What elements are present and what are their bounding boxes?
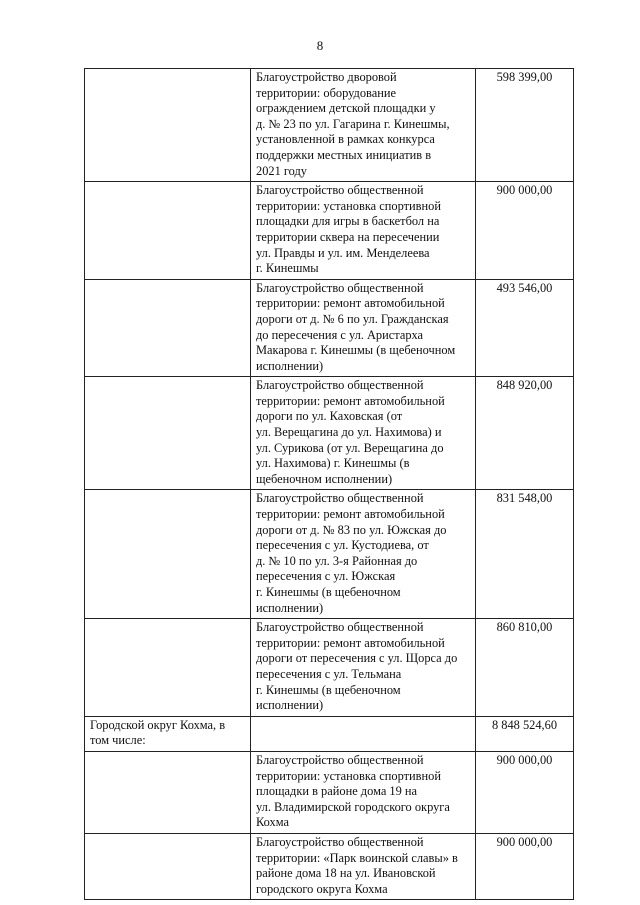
description-line: Кохма (256, 815, 289, 830)
table-row (85, 377, 574, 490)
territory-cell (85, 751, 251, 833)
description-cell (251, 833, 476, 899)
amount-cell: 831 548,00 (476, 490, 574, 619)
description-line: исполнении) (256, 358, 324, 373)
description-line: Благоустройство общественной (256, 752, 424, 767)
description-line: Благоустройство общественной (256, 620, 424, 635)
description-line: Благоустройство общественной (256, 491, 424, 506)
description-line: дороги от пересечения с ул. Щорса до (256, 651, 458, 666)
description-cell (251, 377, 476, 490)
description-line: исполнении) (256, 698, 324, 713)
page-number: 8 (316, 38, 324, 53)
funding-table (84, 68, 574, 900)
table-row (85, 716, 574, 751)
description-line: дороги от д. № 83 по ул. Южская до (256, 522, 447, 537)
amount-cell: 848 920,00 (476, 377, 574, 490)
description-line: поддержки местных инициатив в (256, 147, 432, 162)
amount-cell: 598 399,00 (476, 69, 574, 182)
description-line: территории сквера на пересечении (256, 229, 440, 244)
table-row (85, 833, 574, 899)
description-line: Благоустройство общественной (256, 834, 424, 849)
description-line: площадки для игры в баскетбол на (256, 214, 440, 229)
amount-cell: 900 000,00 (476, 833, 574, 899)
description-line: установленной в рамках конкурса (256, 132, 435, 147)
description-line: исполнении) (256, 600, 324, 615)
description-line: территории: ремонт автомобильной (256, 296, 445, 311)
description-line: Благоустройство общественной (256, 280, 424, 295)
description-line: пересечения с ул. Кустодиева, от (256, 538, 429, 553)
territory-cell (85, 619, 251, 717)
table-row (85, 69, 574, 182)
territory-cell (85, 490, 251, 619)
table-row (85, 619, 574, 717)
territory-cell (85, 377, 251, 490)
amount-cell: 900 000,00 (476, 751, 574, 833)
territory-cell (85, 279, 251, 377)
description-line: территории: установка спортивной (256, 198, 441, 213)
description-line: ул. Сурикова (от ул. Верещагина до (256, 440, 444, 455)
description-line: щебеночном исполнении) (256, 471, 393, 486)
territory-cell (85, 833, 251, 899)
description-line: ул. Верещагина до ул. Нахимова) и (256, 425, 442, 440)
description-line: площадки в районе дома 19 на (256, 784, 418, 799)
description-line: 2021 году (256, 163, 307, 178)
description-cell (251, 69, 476, 182)
description-line: д. № 23 по ул. Гагарина г. Кинешмы, (256, 116, 450, 131)
description-line: ограждением детской площадки у (256, 101, 436, 116)
description-line: территории: установка спортивной (256, 768, 441, 783)
territory-line: том числе: (90, 733, 146, 748)
amount-cell: 860 810,00 (476, 619, 574, 717)
description-line: д. № 10 по ул. 3-я Районная до (256, 553, 418, 568)
table-row (85, 279, 574, 377)
description-line: пересечения с ул. Южская (256, 569, 396, 584)
description-line: территории: ремонт автомобильной (256, 635, 445, 650)
description-cell (251, 182, 476, 280)
description-line: городского округа Кохма (256, 881, 388, 896)
amount-cell: 493 546,00 (476, 279, 574, 377)
description-line: дороги по ул. Каховская (от (256, 409, 403, 424)
description-line: территории: ремонт автомобильной (256, 393, 445, 408)
amount-cell: 900 000,00 (476, 182, 574, 280)
description-line: г. Кинешмы (в щебеночном (256, 585, 401, 599)
description-cell (251, 751, 476, 833)
description-cell (251, 619, 476, 717)
territory-cell (85, 716, 251, 751)
description-cell (251, 716, 476, 751)
description-line: до пересечения с ул. Аристарха (256, 327, 424, 342)
description-line: дороги от д. № 6 по ул. Гражданская (256, 311, 449, 326)
description-line: районе дома 18 на ул. Ивановской (256, 866, 436, 881)
description-line: пересечения с ул. Тельмана (256, 666, 402, 681)
amount-cell: 8 848 524,60 (476, 716, 574, 751)
territory-cell (85, 182, 251, 280)
description-line: г. Кинешмы (в щебеночном (256, 682, 401, 697)
description-line: г. Кинешмы (256, 261, 319, 276)
description-cell (251, 279, 476, 377)
description-line: ул. Владимирской городского округа (256, 799, 450, 814)
territory-cell (85, 69, 251, 182)
description-line: территории: оборудование (256, 85, 396, 100)
description-line: Благоустройство общественной (256, 378, 424, 393)
description-line: Благоустройство дворовой (256, 70, 397, 84)
table-row (85, 182, 574, 280)
description-line: территории: ремонт автомобильной (256, 507, 445, 522)
territory-line: Городской округ Кохма, в (90, 717, 226, 732)
description-line: ул. Нахимова) г. Кинешмы (в (256, 456, 410, 471)
table-row (85, 751, 574, 833)
description-line: Благоустройство общественной (256, 183, 424, 198)
table-row (85, 490, 574, 619)
description-line: территории: «Парк воинской славы» в (256, 850, 458, 865)
description-line: ул. Правды и ул. им. Менделеева (256, 245, 430, 260)
description-cell (251, 490, 476, 619)
description-line: Макарова г. Кинешмы (в щебеночном (256, 343, 456, 358)
